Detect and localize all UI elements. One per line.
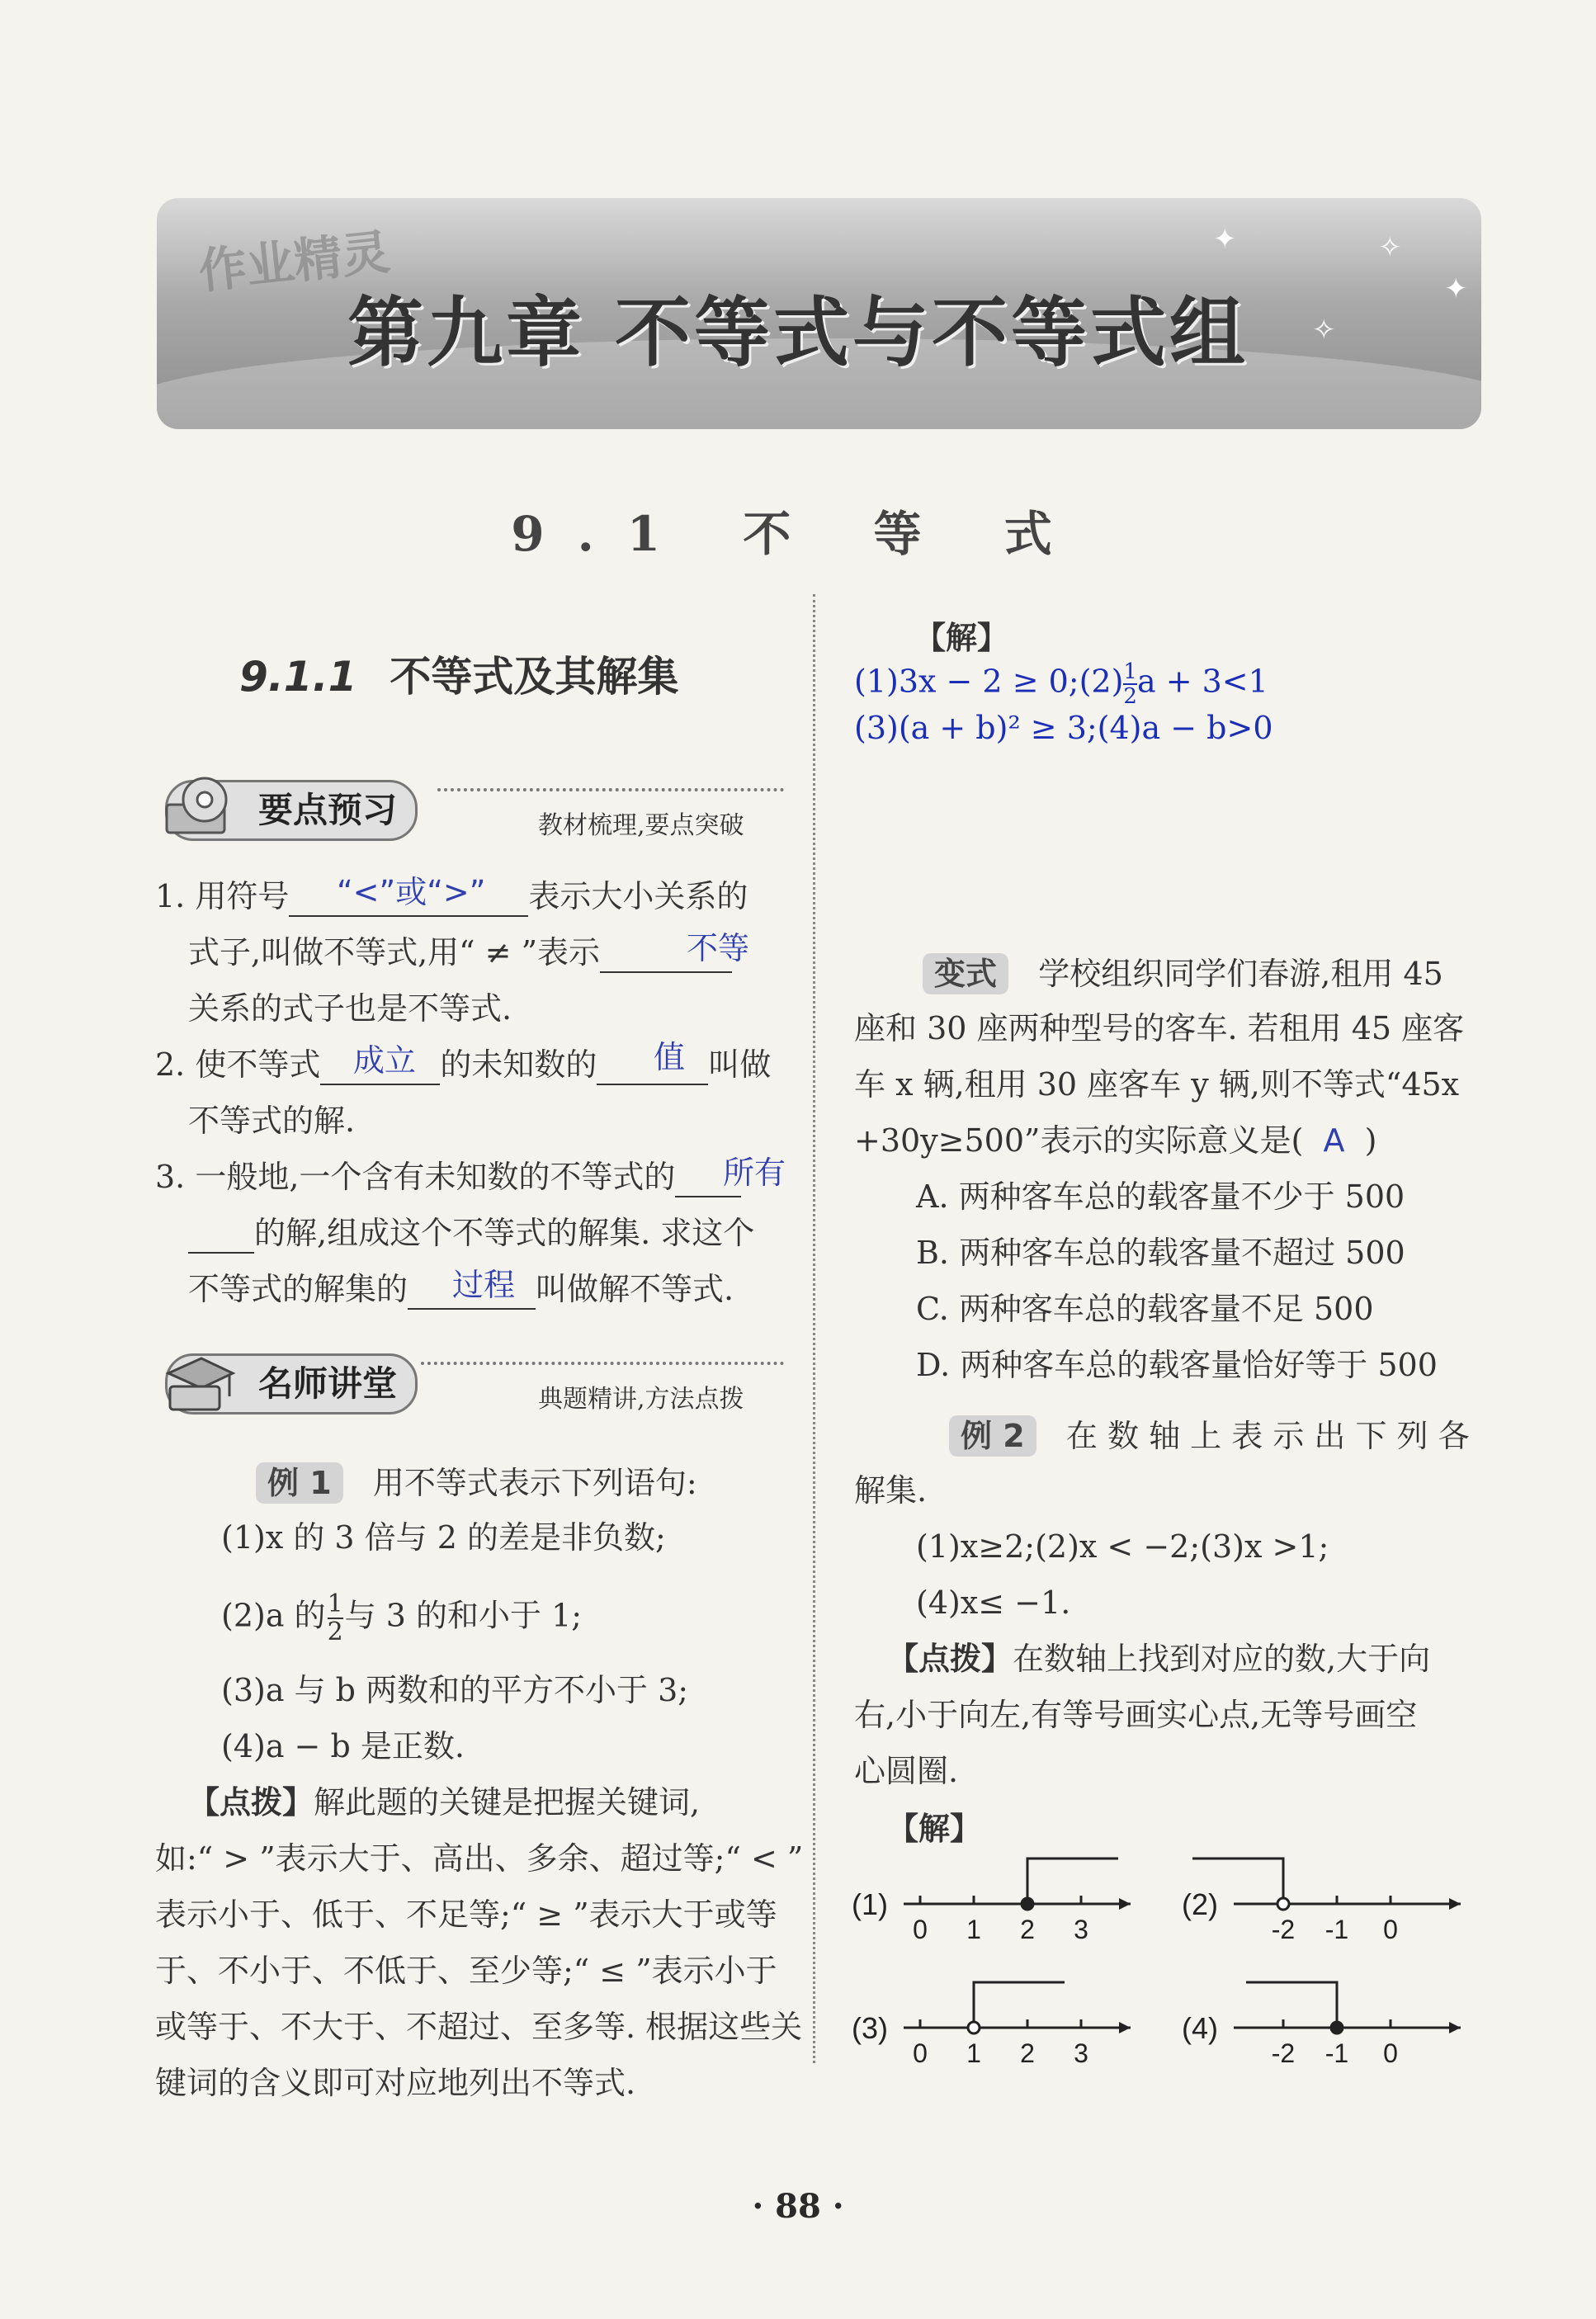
closed-point [1331, 2022, 1343, 2033]
number-line-tick-label: -2 [1271, 2038, 1296, 2068]
number-line-label: (3) [852, 2011, 888, 2045]
subsection-text: 不等式及其解集 [390, 653, 679, 701]
number-line-tick-label: 0 [913, 1915, 928, 1944]
tip2-label: 【点拨】 [887, 1641, 1013, 1677]
lecture-header [165, 1353, 784, 1414]
dotted-rule [421, 1362, 784, 1365]
number-line-tick-label: 3 [1074, 2038, 1088, 2068]
text: a + 3<1 [1136, 663, 1268, 700]
column-divider [813, 594, 815, 2063]
blank-5-cont [188, 1214, 254, 1254]
solution-label [914, 619, 1008, 657]
option-c: C. 两种客车总的载客量不足 500 [916, 1291, 1374, 1327]
closed-point [1022, 1898, 1033, 1910]
handwritten-answer: “<”或“>” [337, 874, 486, 910]
variant-line [854, 1122, 1376, 1160]
number-line-tick-label: 3 [1074, 1915, 1088, 1944]
text: 的解,组成这个不等式的解集. 求这个 [254, 1215, 755, 1251]
text: 式子,叫做不等式,用“ ≠ ”表示 [188, 934, 601, 971]
fraction [328, 1591, 343, 1646]
text: 在数轴上找到对应的数,大于向 [1013, 1641, 1431, 1677]
preview-line-7 [188, 1214, 754, 1254]
example-2-line: 解集. [854, 1472, 928, 1509]
handwritten-answer: 值 [654, 1039, 686, 1075]
book-icon [160, 772, 236, 843]
text: 与 3 的和小于 1; [344, 1597, 583, 1634]
tip-line: 如:“ > ”表示大于、高出、多余、超过等;“ < ” [155, 1840, 804, 1877]
number-line-arrow [1449, 2022, 1461, 2033]
text: 的未知数的 [440, 1046, 597, 1083]
text: 不等式的解集的 [188, 1271, 408, 1307]
example-1-badge: 例 1 [256, 1462, 343, 1504]
text: (1)3x − 2 ≥ 0;(2) [854, 663, 1124, 700]
text: 【解】 [914, 620, 1009, 656]
lecture-note: 典题精讲,方法点拨 [538, 1385, 744, 1414]
tip-line: 或等于、不大于、不超过、至多等. 根据这些关 [155, 2009, 803, 2045]
number-line-tick-label: 2 [1020, 1915, 1035, 1944]
numerator: 1 [327, 1589, 343, 1618]
preview-header [165, 780, 784, 838]
text: 叫做 [708, 1046, 772, 1083]
denominator: 2 [1123, 684, 1137, 709]
solution-ray [1246, 1982, 1337, 2028]
tip2-line: 右,小于向左,有等号画实心点,无等号画空 [854, 1697, 1418, 1733]
preview-line-5: 不等式的解. [188, 1103, 356, 1139]
example-2-line: (4)x≤ −1. [916, 1585, 1071, 1621]
text: 1. 用符号 [155, 878, 290, 914]
preview-line-6 [155, 1158, 741, 1197]
star-icon: ✧ [1312, 314, 1336, 347]
star-icon: ✦ [1444, 272, 1468, 305]
variant-line: 座和 30 座两种型号的客车. 若租用 45 座客 [854, 1010, 1465, 1046]
star-icon: ✦ [1213, 223, 1237, 256]
example-1-item: (4)a − b 是正数. [221, 1728, 465, 1764]
handwritten-answer: 过程 [452, 1267, 516, 1303]
text: 学校组织同学们春游,租用 45 [1038, 956, 1443, 992]
text: 【解】 [887, 1811, 982, 1847]
text: 解此题的关键是把握关键词, [314, 1784, 701, 1821]
solution-ray [974, 1982, 1065, 2028]
open-point [968, 2022, 980, 2033]
number-line-label: (2) [1182, 1887, 1218, 1921]
example-1-item: (1)x 的 3 倍与 2 的差是非负数; [221, 1519, 666, 1556]
handwritten-solution [854, 660, 1268, 708]
tip2-line: 心圆圈. [854, 1753, 959, 1789]
number-line-tick-label: 0 [1383, 2038, 1398, 2068]
example-2-line [949, 1415, 1470, 1457]
variant-badge: 变式 [923, 953, 1008, 994]
graduation-cap-icon [160, 1345, 236, 1416]
section-title: 9.1 不 等 式 [511, 506, 1085, 562]
number-line-tick-label: -2 [1271, 1915, 1296, 1944]
tip-line [188, 1783, 700, 1821]
example-2-badge: 例 2 [949, 1415, 1036, 1457]
number-line-arrow [1449, 1898, 1461, 1910]
handwritten-solution: (3)(a + b)² ≥ 3;(4)a − b>0 [854, 710, 1273, 746]
variant-line [923, 953, 1443, 994]
number-line-label: (4) [1182, 2011, 1218, 2045]
number-line-tick-label: -1 [1324, 1915, 1349, 1944]
text: ) [1364, 1122, 1377, 1159]
text: 3. 一般地,一个含有未知数的不等式的 [155, 1159, 676, 1195]
number-line-tick-label: 1 [966, 2038, 981, 2068]
preview-note: 教材梳理,要点突破 [538, 811, 744, 840]
option-b: B. 两种客车总的载客量不超过 500 [916, 1235, 1405, 1271]
tip-line: 于、不小于、不低于、至少等;“ ≤ ”表示小于 [155, 1953, 777, 1989]
handwritten-answer: 不等 [687, 930, 750, 966]
star-icon: ✧ [1378, 231, 1402, 264]
text: 叫做解不等式. [536, 1271, 734, 1307]
text: 在 数 轴 上 表 示 出 下 列 各 [1065, 1418, 1470, 1454]
number-line-tick-label: -1 [1324, 2038, 1349, 2068]
text: 用不等式表示下列语句: [372, 1465, 697, 1501]
handwritten-answer: 成立 [353, 1042, 417, 1079]
number-line-tick-label: 1 [966, 1915, 981, 1944]
denominator: 2 [327, 1618, 343, 1646]
handwritten-answer: 所有 [723, 1155, 786, 1191]
example-1-item [221, 1591, 582, 1646]
number-line-arrow [1119, 2022, 1131, 2033]
example-1-line [256, 1462, 697, 1504]
text: (2)a 的 [221, 1597, 326, 1634]
variant-line: 车 x 辆,租用 30 座客车 y 辆,则不等式“45x [854, 1066, 1460, 1103]
option-d: D. 两种客车总的载客量恰好等于 500 [916, 1347, 1438, 1383]
text: 2. 使不等式 [155, 1046, 321, 1083]
tip-label: 【点拨】 [188, 1784, 314, 1821]
option-a: A. 两种客车总的载客量不少于 500 [916, 1178, 1405, 1215]
subsection-title [239, 644, 678, 703]
number-line-figures [850, 1849, 1518, 2088]
text: 表示大小关系的 [528, 878, 748, 914]
preview-line-2 [188, 933, 732, 973]
text: +30y≥500”表示的实际意义是( [854, 1122, 1304, 1159]
tip2-line [887, 1640, 1430, 1678]
solution2-label [887, 1810, 981, 1848]
number-line-label: (1) [852, 1887, 888, 1921]
page-number: · 88 · [752, 2187, 844, 2226]
open-point [1277, 1898, 1289, 1910]
number-line-tick-label: 2 [1020, 2038, 1035, 2068]
fraction [1123, 660, 1137, 708]
handwritten-answer: A [1323, 1122, 1345, 1159]
blank-4 [597, 1046, 708, 1085]
watermark-logo: 作业精灵 [196, 224, 393, 300]
preview-tab: 要点预习 [165, 780, 418, 841]
preview-line-3: 关系的式子也是不等式. [188, 990, 512, 1027]
number-line-arrow [1119, 1898, 1131, 1910]
number-line-tick-label: 0 [913, 2038, 928, 2068]
numerator: 1 [1123, 659, 1137, 684]
chapter-title: 第九章 不等式与不等式组 [347, 289, 1249, 377]
lecture-tab: 名师讲堂 [165, 1353, 418, 1415]
tip-line: 表示小于、低于、不足等;“ ≥ ”表示大于或等 [155, 1896, 777, 1933]
example-2-line: (1)x≥2;(2)x < −2;(3)x >1; [916, 1528, 1329, 1565]
dotted-rule [437, 788, 784, 791]
example-1-item: (3)a 与 b 两数和的平方不小于 3; [221, 1672, 689, 1708]
tip-line: 键词的含义即可对应地列出不等式. [155, 2065, 636, 2101]
number-line-tick-label: 0 [1383, 1915, 1398, 1944]
solution-ray [1027, 1859, 1118, 1904]
subsection-number: 9.1.1 [239, 653, 357, 701]
